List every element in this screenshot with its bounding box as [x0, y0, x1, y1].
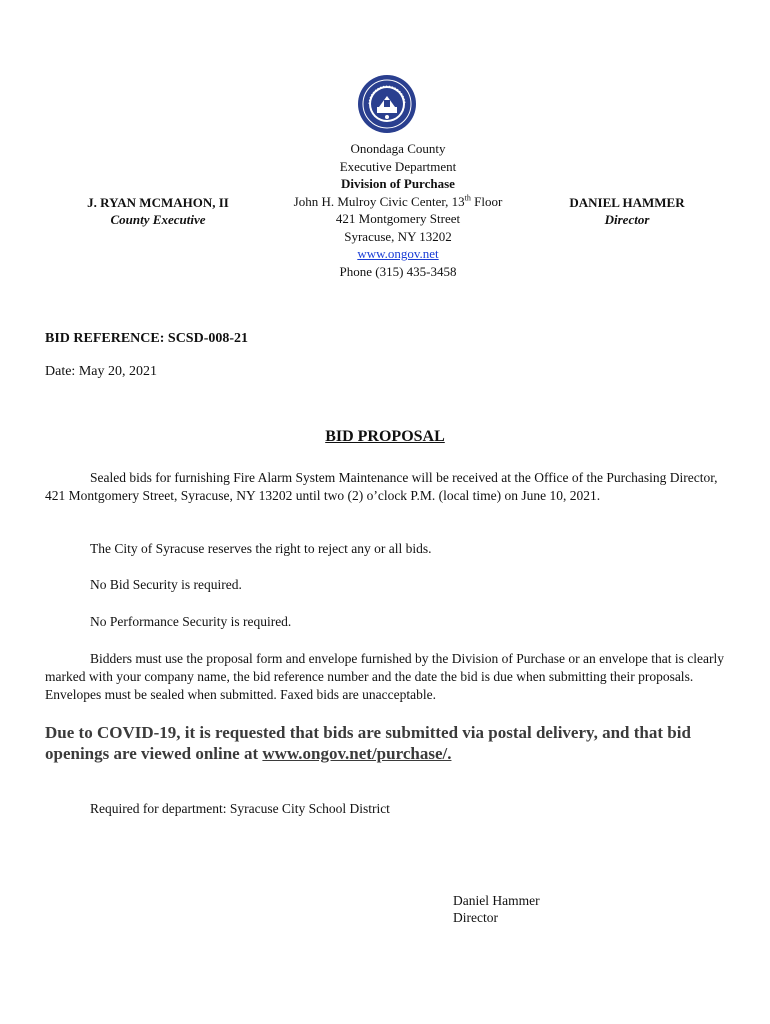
director-title: Director	[604, 212, 650, 227]
county-executive-block	[58, 194, 258, 228]
required-department: Required for department: Syracuse City School District	[90, 801, 390, 816]
city-state-zip: Syracuse, NY 13202	[344, 228, 452, 244]
letterhead-address	[268, 140, 528, 280]
document-date: Date: May 20, 2021	[45, 364, 157, 379]
signer-name: Daniel Hammer	[453, 893, 540, 908]
signer-title: Director	[453, 910, 498, 925]
bid-reference: BID REFERENCE: SCSD-008-21	[45, 331, 249, 346]
county-seal-icon	[357, 74, 417, 134]
county-name: Onondaga County	[350, 141, 446, 156]
floor-text: Floor	[470, 193, 503, 209]
website-link[interactable]: www.ongov.net	[357, 246, 439, 261]
document-title: BID PROPOSAL	[325, 428, 445, 445]
covid-notice-text: Due to COVID-19, it is requested that bids are submitted via postal delivery, and that bid openings are viewed online at	[45, 723, 691, 763]
bid-intro-paragraph: Sealed bids for furnishing Fire Alarm System Maintenance will be received at the Office of the Purchasing Director, 421 Montgomery Street, Syracuse, NY 13202 until two (2) o’clock P.M. (local time) on June 10, 2021.	[45, 470, 718, 503]
building-text: John H. Mulroy Civic Center, 13	[293, 193, 465, 209]
street-address: 421 Montgomery Street	[335, 211, 461, 226]
department-name: Executive Department	[339, 158, 457, 174]
county-executive-title: County Executive	[110, 212, 206, 227]
division-name: Division of Purchase	[341, 176, 455, 191]
envelope-instructions-paragraph: Bidders must use the proposal form and envelope furnished by the Division of Purchase or an envelope that is clearly marked with your company name, the bid reference number and the date the bid is due when submitting their proposals. Envelopes must be sealed when submitted. Faxed bids are unacceptable.	[45, 651, 724, 702]
building-line	[268, 193, 528, 211]
director-name: DANIEL HAMMER	[569, 195, 685, 210]
performance-security-line: No Performance Security is required.	[90, 614, 292, 629]
county-executive-name: J. RYAN MCMAHON, II	[87, 195, 229, 210]
floor-suffix: th	[464, 193, 471, 203]
bid-security-line: No Bid Security is required.	[90, 577, 242, 592]
director-block	[532, 194, 722, 228]
covid-notice	[45, 722, 735, 764]
phone-number: Phone (315) 435-3458	[339, 263, 457, 279]
reject-rights-line: The City of Syracuse reserves the right to reject any or all bids.	[90, 541, 432, 556]
signature-block	[453, 892, 540, 926]
purchase-website-link[interactable]: www.ongov.net/purchase/.	[262, 744, 452, 763]
